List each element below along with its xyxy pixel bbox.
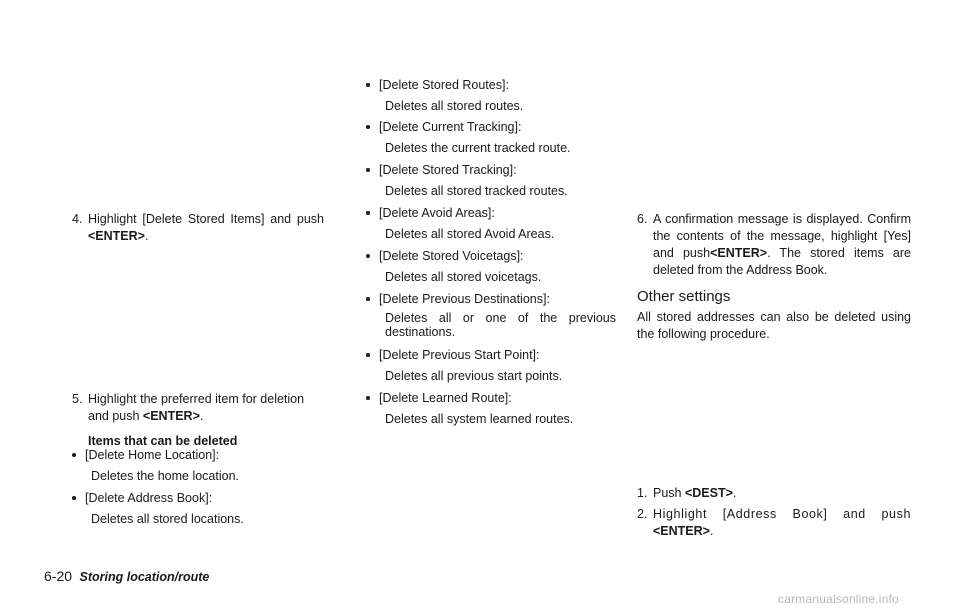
page-footer — [44, 567, 209, 586]
step-number: 1. — [637, 486, 648, 500]
list-item — [366, 347, 616, 385]
dest-key: <DEST> — [684, 486, 733, 500]
item-label: [Delete Address Book]: — [85, 491, 213, 505]
enter-key: <ENTER> — [710, 245, 768, 260]
bullet-icon — [366, 125, 370, 129]
item-desc: Deletes the home location. — [91, 468, 240, 483]
enter-key: <ENTER> — [142, 408, 200, 423]
item-label: [Delete Home Location]: — [85, 448, 220, 462]
bullet-icon — [366, 168, 370, 172]
list-item — [366, 205, 616, 243]
item-label: [Delete Previous Start Point]: — [379, 348, 540, 362]
step-number: 6. — [637, 212, 648, 226]
step-6 — [637, 211, 911, 279]
step-1 — [637, 485, 911, 502]
bullet-icon — [366, 396, 370, 400]
step-text: Highlight [Address Book] and push <ENTER>. — [653, 507, 911, 538]
bullet-icon — [72, 453, 76, 457]
item-desc: Deletes all stored Avoid Areas. — [385, 226, 555, 241]
enter-key: <ENTER> — [653, 523, 710, 538]
list-item — [72, 490, 324, 528]
item-label: [Delete Current Tracking]: — [379, 120, 522, 134]
list-item — [72, 447, 324, 485]
enter-key: <ENTER> — [88, 228, 145, 243]
item-desc: Deletes the current tracked route. — [385, 140, 571, 155]
footer-title: Storing location/route — [79, 570, 210, 584]
item-desc: Deletes all system learned routes. — [385, 411, 574, 426]
list-item — [366, 162, 616, 200]
item-label: [Delete Previous Destinations]: — [379, 292, 550, 306]
section-body: All stored addresses can also be deleted using the following procedure. — [637, 310, 911, 341]
bullet-icon — [366, 211, 370, 215]
page-number: 6-20 — [44, 568, 73, 584]
bullet-icon — [72, 496, 76, 500]
bullet-icon — [366, 254, 370, 258]
step-5 — [72, 391, 324, 450]
item-label: [Delete Stored Tracking]: — [379, 163, 517, 177]
item-label: [Delete Stored Routes]: — [379, 78, 509, 92]
step-number: 2. — [637, 507, 648, 521]
item-desc: Deletes all stored routes. — [385, 98, 524, 113]
step-text: Push <DEST>. — [653, 486, 737, 500]
item-label: [Delete Stored Voicetags]: — [379, 249, 524, 263]
watermark: carmanualsonline.info — [778, 592, 899, 606]
items-heading: Items that can be deleted — [88, 433, 238, 448]
step-number: 4. — [72, 212, 83, 226]
step-text: Highlight the preferred item for deletion and push <ENTER>. — [88, 392, 305, 423]
list-item — [366, 119, 616, 157]
list-item — [366, 77, 616, 115]
item-label: [Delete Avoid Areas]: — [379, 206, 495, 220]
step-4 — [72, 211, 324, 245]
section-heading: Other settings — [637, 288, 731, 305]
list-item — [366, 390, 616, 428]
step-number: 5. — [72, 392, 83, 406]
bullet-icon — [366, 297, 370, 301]
bullet-icon — [366, 353, 370, 357]
item-label: [Delete Learned Route]: — [379, 391, 512, 405]
list-item — [366, 291, 616, 339]
step-text: Highlight [Delete Stored Items] and push <ENTER>. — [88, 212, 324, 243]
item-desc: Deletes all or one of the previous destinations. — [385, 310, 616, 339]
step-text: A confirmation message is displayed. Confirm the contents of the message, highlight [Yes] and push<ENTER>. The stored items are deleted from the Address Book. — [653, 212, 912, 277]
item-desc: Deletes all stored locations. — [91, 511, 244, 526]
item-desc: Deletes all stored tracked routes. — [385, 183, 568, 198]
list-item — [366, 248, 616, 286]
step-2 — [637, 506, 911, 540]
bullet-icon — [366, 83, 370, 87]
item-desc: Deletes all previous start points. — [385, 368, 563, 383]
item-desc: Deletes all stored voicetags. — [385, 269, 542, 284]
